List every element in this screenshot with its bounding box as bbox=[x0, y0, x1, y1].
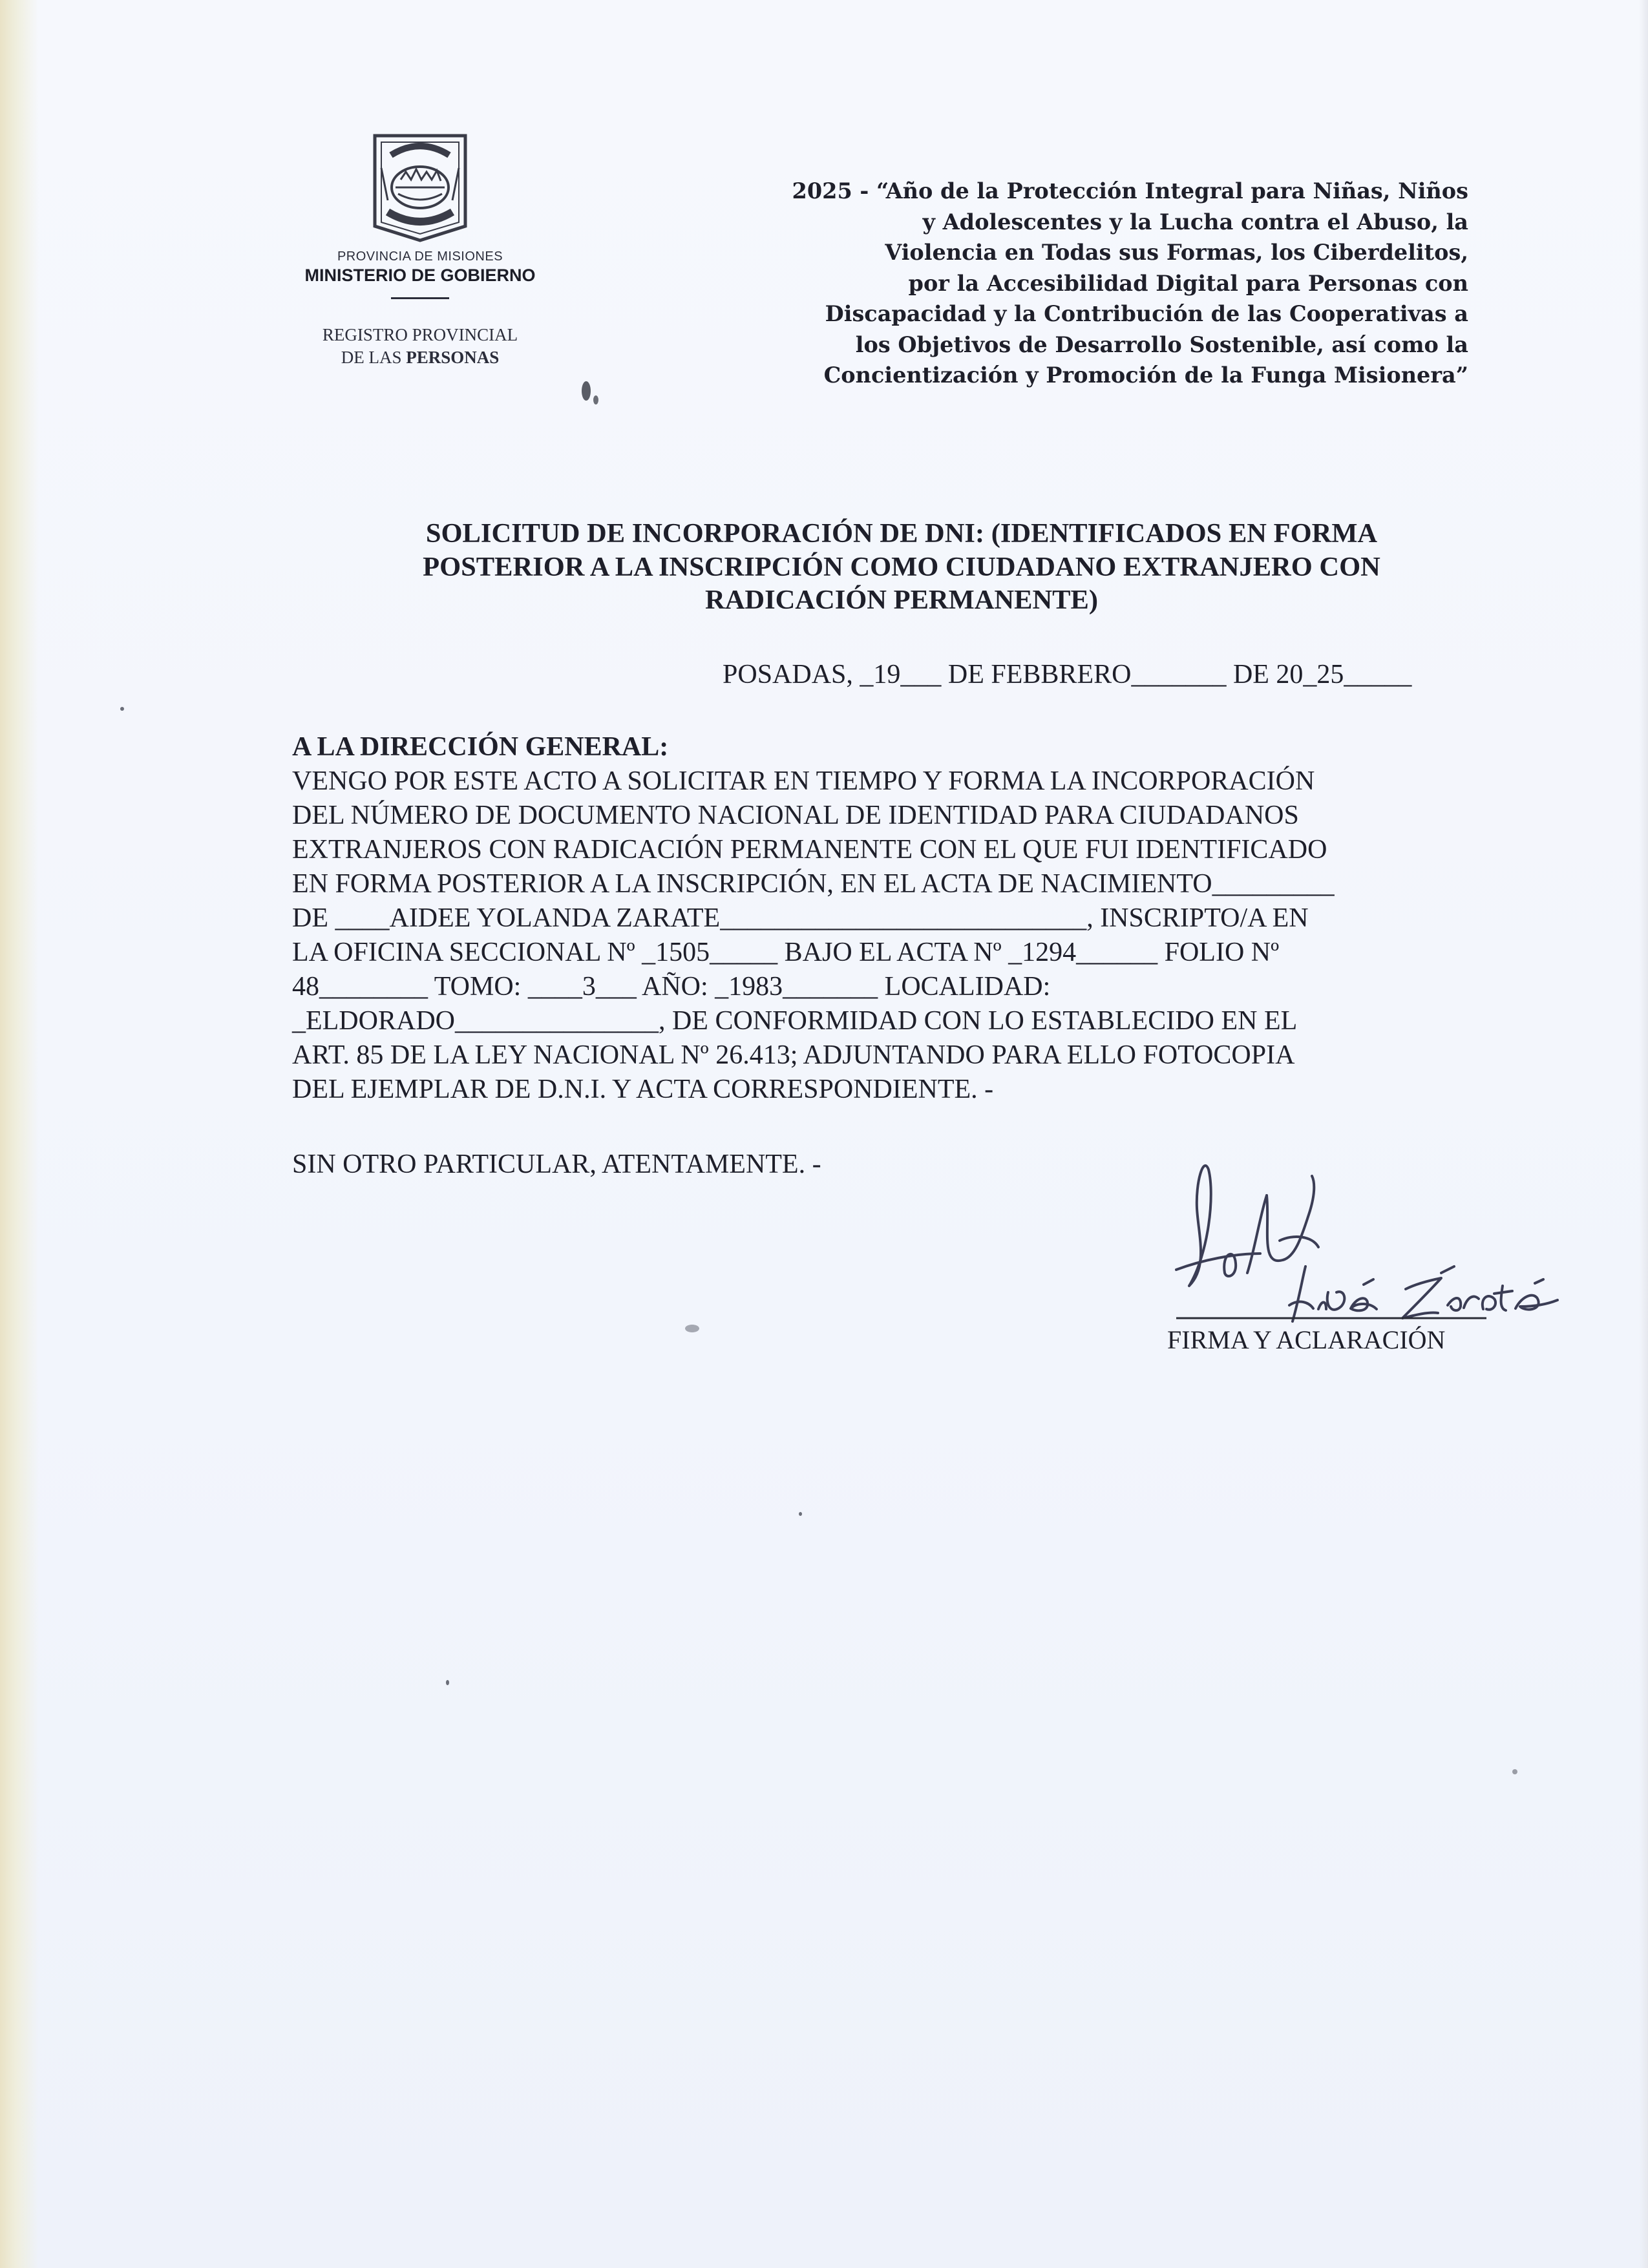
salutation: A LA DIRECCIÓN GENERAL: bbox=[292, 732, 669, 762]
body-line: DEL EJEMPLAR DE D.N.I. Y ACTA CORRESPONDIENTE. - bbox=[292, 1075, 994, 1104]
scan-speck bbox=[446, 1680, 449, 1685]
province-name: PROVINCIA DE MISIONES bbox=[337, 249, 503, 264]
signature-label: FIRMA Y ACLARACIÓN bbox=[1167, 1325, 1446, 1354]
ministry-name: MINISTERIO DE GOBIERNO bbox=[304, 266, 536, 285]
title-line: SOLICITUD DE INCORPORACIÓN DE DNI: (IDENTIFICADOS EN FORMA bbox=[425, 518, 1378, 549]
divider bbox=[391, 297, 449, 299]
title-line: RADICACIÓN PERMANENTE) bbox=[705, 585, 1098, 615]
scan-speck bbox=[582, 381, 591, 401]
body-line: _ELDORADO_______________, DE CONFORMIDAD CON LO ESTABLECIDO EN EL bbox=[292, 1006, 1298, 1036]
motto-line: los Objetivos de Desarrollo Sostenible, así como la bbox=[855, 331, 1468, 357]
motto-line: 2025 - “Año de la Protección Integral para Niñas, Niños bbox=[792, 178, 1468, 204]
registry-name bbox=[271, 324, 569, 369]
motto-line: por la Accesibilidad Digital para Personas con bbox=[908, 270, 1468, 296]
body-line: DE ____AIDEE YOLANDA ZARATE___________________________, INSCRIPTO/A EN bbox=[292, 903, 1309, 933]
body-line: EN FORMA POSTERIOR A LA INSCRIPCIÓN, EN EL ACTA DE NACIMIENTO_________ bbox=[292, 869, 1335, 899]
body-line: 48________ TOMO: ____3___ AÑO: _1983_______ LOCALIDAD: bbox=[292, 972, 1051, 1002]
paper-edge-shadow bbox=[0, 0, 39, 2268]
provincial-seal-icon bbox=[355, 129, 485, 246]
scan-speck bbox=[799, 1512, 802, 1516]
motto-line: Violencia en Todas sus Formas, los Ciberdelitos, bbox=[885, 240, 1468, 265]
paper-edge-shadow-right bbox=[1639, 0, 1648, 2268]
title-line: POSTERIOR A LA INSCRIPCIÓN COMO CIUDADANO EXTRANJERO CON bbox=[423, 551, 1380, 582]
registry-line-2-bold: PERSONAS bbox=[406, 348, 500, 368]
place-date-line: POSADAS, _19___ DE FEBBRERO_______ DE 20_25_____ bbox=[723, 660, 1412, 689]
scan-speck bbox=[593, 395, 598, 404]
body-line: EXTRANJEROS CON RADICACIÓN PERMANENTE CON EL QUE FUI IDENTIFICADO bbox=[292, 835, 1327, 865]
handwritten-signature bbox=[1163, 1157, 1564, 1325]
document-title bbox=[271, 517, 1532, 617]
scan-speck bbox=[1512, 1769, 1517, 1774]
request-body bbox=[292, 730, 1507, 1107]
registry-line-1: REGISTRO PROVINCIAL bbox=[322, 325, 518, 344]
body-line: DEL NÚMERO DE DOCUMENTO NACIONAL DE IDENTIDAD PARA CIUDADANOS bbox=[292, 801, 1299, 830]
motto-line: Discapacidad y la Contribución de las Cooperativas a bbox=[825, 301, 1468, 326]
scan-speck bbox=[685, 1325, 699, 1332]
body-line: ART. 85 DE LA LEY NACIONAL Nº 26.413; ADJUNTANDO PARA ELLO FOTOCOPIA bbox=[292, 1040, 1295, 1070]
motto-line: Concientización y Promoción de la Funga Misionera” bbox=[823, 362, 1468, 388]
letterhead bbox=[271, 129, 569, 369]
body-line: VENGO POR ESTE ACTO A SOLICITAR EN TIEMPO Y FORMA LA INCORPORACIÓN bbox=[292, 766, 1315, 796]
closing-line: SIN OTRO PARTICULAR, ATENTAMENTE. - bbox=[292, 1150, 821, 1179]
body-line: LA OFICINA SECCIONAL Nº _1505_____ BAJO EL ACTA Nº _1294______ FOLIO Nº bbox=[292, 938, 1280, 967]
motto-line: y Adolescentes y la Lucha contra el Abuso, la bbox=[922, 209, 1468, 235]
scan-speck bbox=[120, 707, 124, 711]
year-motto bbox=[711, 176, 1468, 391]
registry-line-2-prefix: DE LAS bbox=[341, 348, 407, 368]
